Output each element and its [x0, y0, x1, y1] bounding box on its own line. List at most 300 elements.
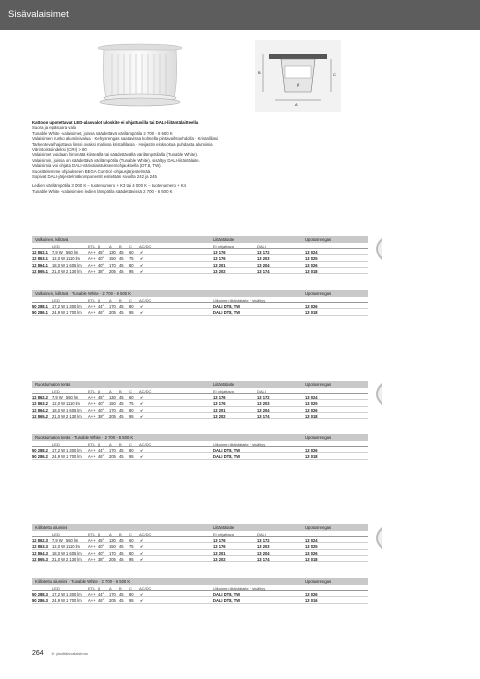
acdc-check: ✔	[140, 454, 144, 460]
beam-angle: 40°	[98, 262, 105, 268]
beam-angle: 46°	[98, 598, 105, 604]
beam-angle: 38°	[98, 556, 105, 562]
dim-c: 80	[129, 550, 134, 556]
article-number: 12 864.1	[32, 262, 48, 268]
col-c: C	[129, 298, 132, 303]
lumen: 1110 lm	[66, 401, 80, 407]
dim-a: 170	[109, 592, 116, 597]
col-b: B	[119, 244, 122, 249]
article-number: 12 863.3	[32, 544, 48, 550]
dim-c: 95	[129, 310, 134, 316]
section-ballast-label: Liitäntälaite	[213, 525, 235, 531]
lumen: 1 605 lm	[66, 407, 82, 413]
article-number: 50 286.3	[32, 598, 48, 604]
power: 12,0 W	[52, 544, 65, 550]
desc-line: Valaisimin, joissa on säädettävä värilämpötila (Tunable White), sisältyy DALI-liitäntälaite.	[32, 157, 200, 163]
power: 17,2 W	[52, 592, 65, 597]
ballast-code: 13 176	[213, 538, 226, 543]
beam-angle: 44°	[98, 592, 105, 597]
section-title: Ruostumaton teräs	[35, 382, 71, 388]
table-row	[32, 556, 368, 562]
col-c: C	[129, 389, 132, 394]
power: 12,0 W	[52, 256, 65, 262]
article-number: 50 286.2	[32, 454, 48, 460]
product-section	[32, 290, 368, 316]
dim-a: 150	[109, 544, 116, 550]
beam-angle: 38°	[98, 268, 105, 274]
energy-class: A++	[88, 395, 96, 400]
dali-code: 13 172	[257, 250, 270, 255]
description-title: Kattoon upotettavat LED-alasvalot uloskite ei ohjattuvilla tai DALI-liitäntälaitteella	[32, 120, 199, 125]
product-section	[32, 381, 368, 419]
acdc-check: ✔	[140, 550, 144, 556]
ring-code: 13 026	[305, 407, 318, 413]
col-no-control: Ei ohjattava	[213, 532, 234, 537]
beam-angle: 40°	[98, 407, 105, 413]
page-title: Sisävalaisimet	[8, 9, 69, 20]
col-c: C	[129, 586, 132, 591]
power: 17,2 W	[52, 448, 65, 453]
ring-code: 13 026	[305, 550, 318, 556]
power: 7,9 W	[52, 250, 63, 255]
desc-line: Värintoistoindeksi (CRI) > 80	[32, 147, 87, 153]
col-beta: β	[98, 442, 101, 447]
col-acdc: AC/DC	[139, 442, 152, 447]
section-header-band	[32, 290, 368, 297]
col-b: B	[119, 586, 122, 591]
dali-code: 13 174	[257, 556, 270, 562]
section-title: Kiillotettu alumiini	[35, 525, 68, 531]
col-b: B	[119, 442, 122, 447]
product-section	[32, 524, 368, 562]
article-number: 12 864.2	[32, 407, 48, 413]
dim-c: 80	[129, 304, 134, 309]
lumen: 1 605 lm	[66, 550, 82, 556]
page-number: 264	[32, 650, 44, 657]
section-header-band	[32, 236, 368, 243]
table-row	[32, 309, 368, 315]
col-a: A	[109, 389, 112, 394]
product-section	[32, 236, 368, 274]
table-row	[32, 268, 368, 274]
section-header-band	[32, 381, 368, 388]
dim-b: 45	[119, 538, 124, 543]
ballast-code: DALI DT8, TW	[213, 454, 241, 460]
col-external-ballast: Ulkoinen liitäntälaite · sisältyy	[213, 586, 266, 591]
col-c: C	[129, 244, 132, 249]
description	[32, 120, 312, 194]
lumen: 1 300 lm	[66, 304, 82, 309]
dim-b: 45	[119, 256, 124, 262]
col-etl: ETL	[88, 442, 96, 447]
dim-a: 170	[109, 407, 116, 413]
ballast-code: DALI DT8, TW	[213, 448, 241, 453]
power: 18,0 W	[52, 262, 65, 268]
power: 7,9 W	[52, 538, 63, 543]
lumen: 1 700 lm	[66, 454, 82, 460]
dim-b: 45	[119, 395, 124, 400]
dali-code: 13 204	[257, 262, 270, 268]
section-ballast-label: Liitäntälaite	[213, 382, 235, 388]
lumen: 2 130 lm	[66, 268, 82, 274]
col-acdc: AC/DC	[139, 586, 152, 591]
section-title: Valkoinen, kiiltävä	[35, 237, 69, 243]
dim-b: 45	[119, 598, 124, 604]
acdc-check: ✔	[140, 268, 144, 274]
ballast-code: 13 176	[213, 256, 226, 262]
article-number: 50 286.1	[32, 310, 48, 316]
tw-line: Tunable White -valaisimien ledien lämpötila säädettävissä 2 700 - 6 500 K	[32, 188, 173, 194]
col-etl: ETL	[88, 244, 96, 249]
section-ring-label: Upotusrengas	[305, 435, 332, 441]
dali-code: 13 204	[257, 407, 270, 413]
ballast-code: DALI DT8, TW	[213, 310, 241, 316]
dim-b: 45	[119, 544, 124, 550]
dim-b: 45	[119, 250, 124, 255]
desc-line: Sopivat DALI-järjestelmäkomponentit esitetään sivuilta 242 ja 245	[32, 174, 157, 180]
beam-angle: 46°	[98, 310, 105, 316]
ballast-code: 13 202	[213, 413, 226, 419]
acdc-check: ✔	[140, 395, 144, 400]
col-acdc: AC/DC	[139, 298, 152, 303]
col-a: A	[109, 298, 112, 303]
ring-code: 13 018	[305, 310, 318, 316]
col-dali: DALI	[257, 389, 266, 394]
col-b: B	[119, 532, 122, 537]
lumen: 2 130 lm	[66, 556, 82, 562]
dim-label-beta: β	[297, 82, 300, 87]
table-row	[32, 597, 368, 603]
desc-line: Tunable White -valaisimet, joissa säädettävä värilämpötila 2 700 - 6 500 K	[32, 130, 173, 136]
acdc-check: ✔	[140, 262, 144, 268]
dim-c: 60	[129, 538, 134, 543]
col-beta: β	[98, 532, 101, 537]
acdc-check: ✔	[140, 448, 144, 453]
lumen: 550 lm	[66, 250, 79, 255]
lumen: 1 605 lm	[66, 262, 82, 268]
ring-code: 13 025	[305, 256, 318, 262]
col-acdc: AC/DC	[139, 532, 152, 537]
lumen: 2 130 lm	[66, 413, 82, 419]
beam-angle: 38°	[98, 413, 105, 419]
power: 17,2 W	[52, 304, 65, 309]
col-beta: β	[98, 298, 101, 303]
col-led: LED	[52, 298, 60, 303]
article-number: 12 864.3	[32, 550, 48, 556]
ring-code: 13 024	[305, 395, 318, 400]
ballast-code: 13 176	[213, 395, 226, 400]
footer-link[interactable]: ⊳ yksittäisvalaisimia	[51, 651, 88, 656]
dim-label-c: C	[333, 72, 336, 77]
ring-code: 13 026	[305, 304, 318, 309]
col-led: LED	[52, 532, 60, 537]
section-ring-label: Upotusrengas	[305, 291, 332, 297]
beam-angle: 40°	[98, 401, 105, 407]
article-number: 12 863.2	[32, 401, 48, 407]
beam-angle: 46°	[98, 454, 105, 460]
dim-b: 45	[119, 268, 124, 274]
col-no-control: Ei ohjattava	[213, 389, 234, 394]
dim-b: 45	[119, 262, 124, 268]
energy-class: A++	[88, 592, 96, 597]
article-number: 12 865.2	[32, 413, 48, 419]
dim-c: 95	[129, 556, 134, 562]
dim-c: 60	[129, 395, 134, 400]
energy-class: A++	[88, 310, 96, 316]
col-led: LED	[52, 442, 60, 447]
col-a: A	[109, 586, 112, 591]
beam-angle: 40°	[98, 544, 105, 550]
beam-angle: 44°	[98, 448, 105, 453]
ring-code: 13 026	[305, 592, 318, 597]
article-number: 12 862.2	[32, 395, 48, 400]
ring-code: 13 018	[305, 268, 318, 274]
power: 24,9 W	[52, 310, 65, 316]
dim-c: 80	[129, 262, 134, 268]
col-led: LED	[52, 244, 60, 249]
ring-code: 13 018	[305, 556, 318, 562]
dim-b: 45	[119, 550, 124, 556]
energy-class: A++	[88, 454, 96, 460]
article-number: 12 865.3	[32, 556, 48, 562]
lumen: 1110 lm	[66, 256, 80, 262]
col-b: B	[119, 389, 122, 394]
col-etl: ETL	[88, 532, 96, 537]
dim-b: 45	[119, 556, 124, 562]
dim-a: 130	[109, 250, 116, 255]
dali-code: 13 172	[257, 538, 270, 543]
ring-code: 13 025	[305, 544, 318, 550]
energy-class: A++	[88, 304, 96, 309]
dim-b: 45	[119, 413, 124, 419]
energy-class: A++	[88, 550, 96, 556]
lumen: 1 300 lm	[66, 448, 82, 453]
energy-class: A++	[88, 598, 96, 604]
dali-code: 13 203	[257, 544, 270, 550]
article-number: 12 862.1	[32, 250, 48, 255]
acdc-check: ✔	[140, 592, 144, 597]
power: 12,0 W	[52, 401, 65, 407]
desc-line: Valaisimia voi ohjata DALI-värivalaistukseen/ohjauksella (DT.8, TW).	[32, 163, 162, 169]
col-a: A	[109, 442, 112, 447]
acdc-check: ✔	[140, 556, 144, 562]
dim-c: 60	[129, 250, 134, 255]
dim-a: 150	[109, 256, 116, 262]
dim-a: 170	[109, 304, 116, 309]
ballast-code: DALI DT8, TW	[213, 592, 241, 597]
col-a: A	[109, 532, 112, 537]
energy-class: A++	[88, 413, 96, 419]
dim-a: 205	[109, 268, 116, 274]
acdc-check: ✔	[140, 538, 144, 543]
dim-c: 95	[129, 598, 134, 604]
section-ring-label: Upotusrengas	[305, 382, 332, 388]
dim-a: 205	[109, 310, 116, 316]
dim-c: 80	[129, 407, 134, 413]
col-etl: ETL	[88, 586, 96, 591]
article-number: 12 862.3	[32, 538, 48, 543]
lumen: 550 lm	[66, 538, 79, 543]
dim-c: 80	[129, 448, 134, 453]
lumen: 1 300 lm	[66, 592, 82, 597]
dim-a: 130	[109, 538, 116, 543]
dim-label-a: A	[295, 102, 298, 107]
ring-code: 13 025	[305, 401, 318, 407]
header-bar	[0, 0, 480, 30]
dim-a: 130	[109, 395, 116, 400]
dali-code: 13 174	[257, 268, 270, 274]
finish-thumbnail	[370, 527, 382, 549]
cct-line: Ledien värilämpötila 3 000 K – tuotenumero + K3 tai 4 000 K – tuotenumero + K4	[32, 183, 187, 189]
col-etl: ETL	[88, 298, 96, 303]
dim-c: 95	[129, 454, 134, 460]
ballast-code: 13 176	[213, 250, 226, 255]
lumen: 1 700 lm	[66, 598, 82, 604]
ring-code: 13 018	[305, 454, 318, 460]
lumen: 1 700 lm	[66, 310, 82, 316]
power: 21,0 W	[52, 413, 65, 419]
finish-thumbnail	[370, 383, 382, 405]
product-section	[32, 434, 368, 460]
dim-b: 45	[119, 304, 124, 309]
acdc-check: ✔	[140, 256, 144, 262]
col-beta: β	[98, 244, 101, 249]
dim-label-b: B	[258, 70, 261, 75]
energy-class: A++	[88, 256, 96, 262]
col-c: C	[129, 532, 132, 537]
ballast-code: 13 176	[213, 544, 226, 550]
acdc-check: ✔	[140, 544, 144, 550]
ring-code: 13 026	[305, 448, 318, 453]
ballast-code: 13 201	[213, 407, 226, 413]
article-number: 12 863.1	[32, 256, 48, 262]
energy-class: A++	[88, 448, 96, 453]
col-acdc: AC/DC	[139, 389, 152, 394]
dim-b: 45	[119, 592, 124, 597]
col-acdc: AC/DC	[139, 244, 152, 249]
dim-b: 45	[119, 401, 124, 407]
dim-c: 95	[129, 413, 134, 419]
desc-line: Suosittelemme ohjaukseen BEGA Control -ohjausjärjestelmää.	[32, 168, 152, 174]
acdc-check: ✔	[140, 304, 144, 309]
article-number: 12 865.1	[32, 268, 48, 274]
beam-angle: 45°	[98, 250, 105, 255]
acdc-check: ✔	[140, 401, 144, 407]
ring-code: 13 016	[305, 598, 318, 604]
power: 18,0 W	[52, 550, 65, 556]
section-ring-label: Upotusrengas	[305, 237, 332, 243]
energy-class: A++	[88, 250, 96, 255]
dim-c: 80	[129, 592, 134, 597]
table-row	[32, 413, 368, 419]
dim-a: 170	[109, 550, 116, 556]
desc-line: Valaisimet voidaan himmätä kiinteällä tai säädettävällä värilämpötilalla (Tunable White).	[32, 152, 198, 158]
desc-line: Suora ja epäsuora valo	[32, 125, 77, 131]
desc-line: Tarkenteva/hajottava linssi ovaksi malissa kristallilasia · Heijastin eloksoitua puhdasta alumiinia	[32, 141, 213, 147]
dim-a: 205	[109, 454, 116, 460]
col-dali: DALI	[257, 244, 266, 249]
ballast-code: DALI DT8, TW	[213, 304, 241, 309]
col-b: B	[119, 298, 122, 303]
dim-b: 45	[119, 310, 124, 316]
acdc-check: ✔	[140, 310, 144, 316]
dim-a: 170	[109, 262, 116, 268]
ballast-code: 13 201	[213, 262, 226, 268]
ballast-code: 13 202	[213, 556, 226, 562]
energy-class: A++	[88, 556, 96, 562]
beam-angle: 45°	[98, 538, 105, 543]
section-title: Kiillotettu alumiini · Tunable White · 2 700 - 6 500 K	[35, 579, 131, 585]
ring-code: 13 026	[305, 262, 318, 268]
section-ring-label: Upotusrengas	[305, 579, 332, 585]
dali-code: 13 203	[257, 401, 270, 407]
col-etl: ETL	[88, 389, 96, 394]
acdc-check: ✔	[140, 413, 144, 419]
dim-a: 150	[109, 401, 116, 407]
finish-thumbnail	[370, 238, 382, 260]
acdc-check: ✔	[140, 407, 144, 413]
section-header-band	[32, 578, 368, 585]
energy-class: A++	[88, 407, 96, 413]
lumen: 550 lm	[66, 395, 79, 400]
section-title: Valkoinen, kiiltävä · Tunable White · 2 700 - 6 500 K	[35, 291, 132, 297]
col-dali: DALI	[257, 532, 266, 537]
dali-code: 13 174	[257, 413, 270, 419]
beam-angle: 45°	[98, 395, 105, 400]
col-c: C	[129, 442, 132, 447]
dim-c: 75	[129, 401, 134, 407]
dim-c: 75	[129, 256, 134, 262]
ring-code: 13 018	[305, 413, 318, 419]
table-row	[32, 453, 368, 459]
power: 21,0 W	[52, 268, 65, 274]
acdc-check: ✔	[140, 598, 144, 604]
col-led: LED	[52, 586, 60, 591]
ring-code: 13 024	[305, 538, 318, 543]
power: 21,0 W	[52, 556, 65, 562]
col-external-ballast: Ulkoinen liitäntälaite · sisältyy	[213, 442, 266, 447]
energy-class: A++	[88, 538, 96, 543]
ballast-code: 13 176	[213, 401, 226, 407]
lumen: 1110 lm	[66, 544, 80, 550]
beam-angle: 44°	[98, 304, 105, 309]
col-no-control: Ei ohjattava	[213, 244, 234, 249]
beam-angle: 40°	[98, 550, 105, 556]
power: 24,9 W	[52, 598, 65, 604]
beam-angle: 40°	[98, 256, 105, 262]
article-number: 50 288.3	[32, 592, 48, 597]
footer	[32, 650, 88, 657]
col-a: A	[109, 244, 112, 249]
section-title: Ruostumaton teräs · Tunable White · 2 700 - 6 500 K	[35, 435, 134, 441]
dim-a: 170	[109, 448, 116, 453]
section-ballast-label: Liitäntälaite	[213, 237, 235, 243]
energy-class: A++	[88, 544, 96, 550]
energy-class: A++	[88, 268, 96, 274]
col-led: LED	[52, 389, 60, 394]
section-header-band	[32, 524, 368, 531]
acdc-check: ✔	[140, 250, 144, 255]
dimension-diagram	[255, 40, 341, 112]
power: 24,9 W	[52, 454, 65, 460]
dali-code: 13 203	[257, 256, 270, 262]
ballast-code: 13 201	[213, 550, 226, 556]
dim-a: 205	[109, 556, 116, 562]
col-beta: β	[98, 389, 101, 394]
dim-b: 45	[119, 448, 124, 453]
dali-code: 13 172	[257, 395, 270, 400]
dim-a: 205	[109, 598, 116, 604]
